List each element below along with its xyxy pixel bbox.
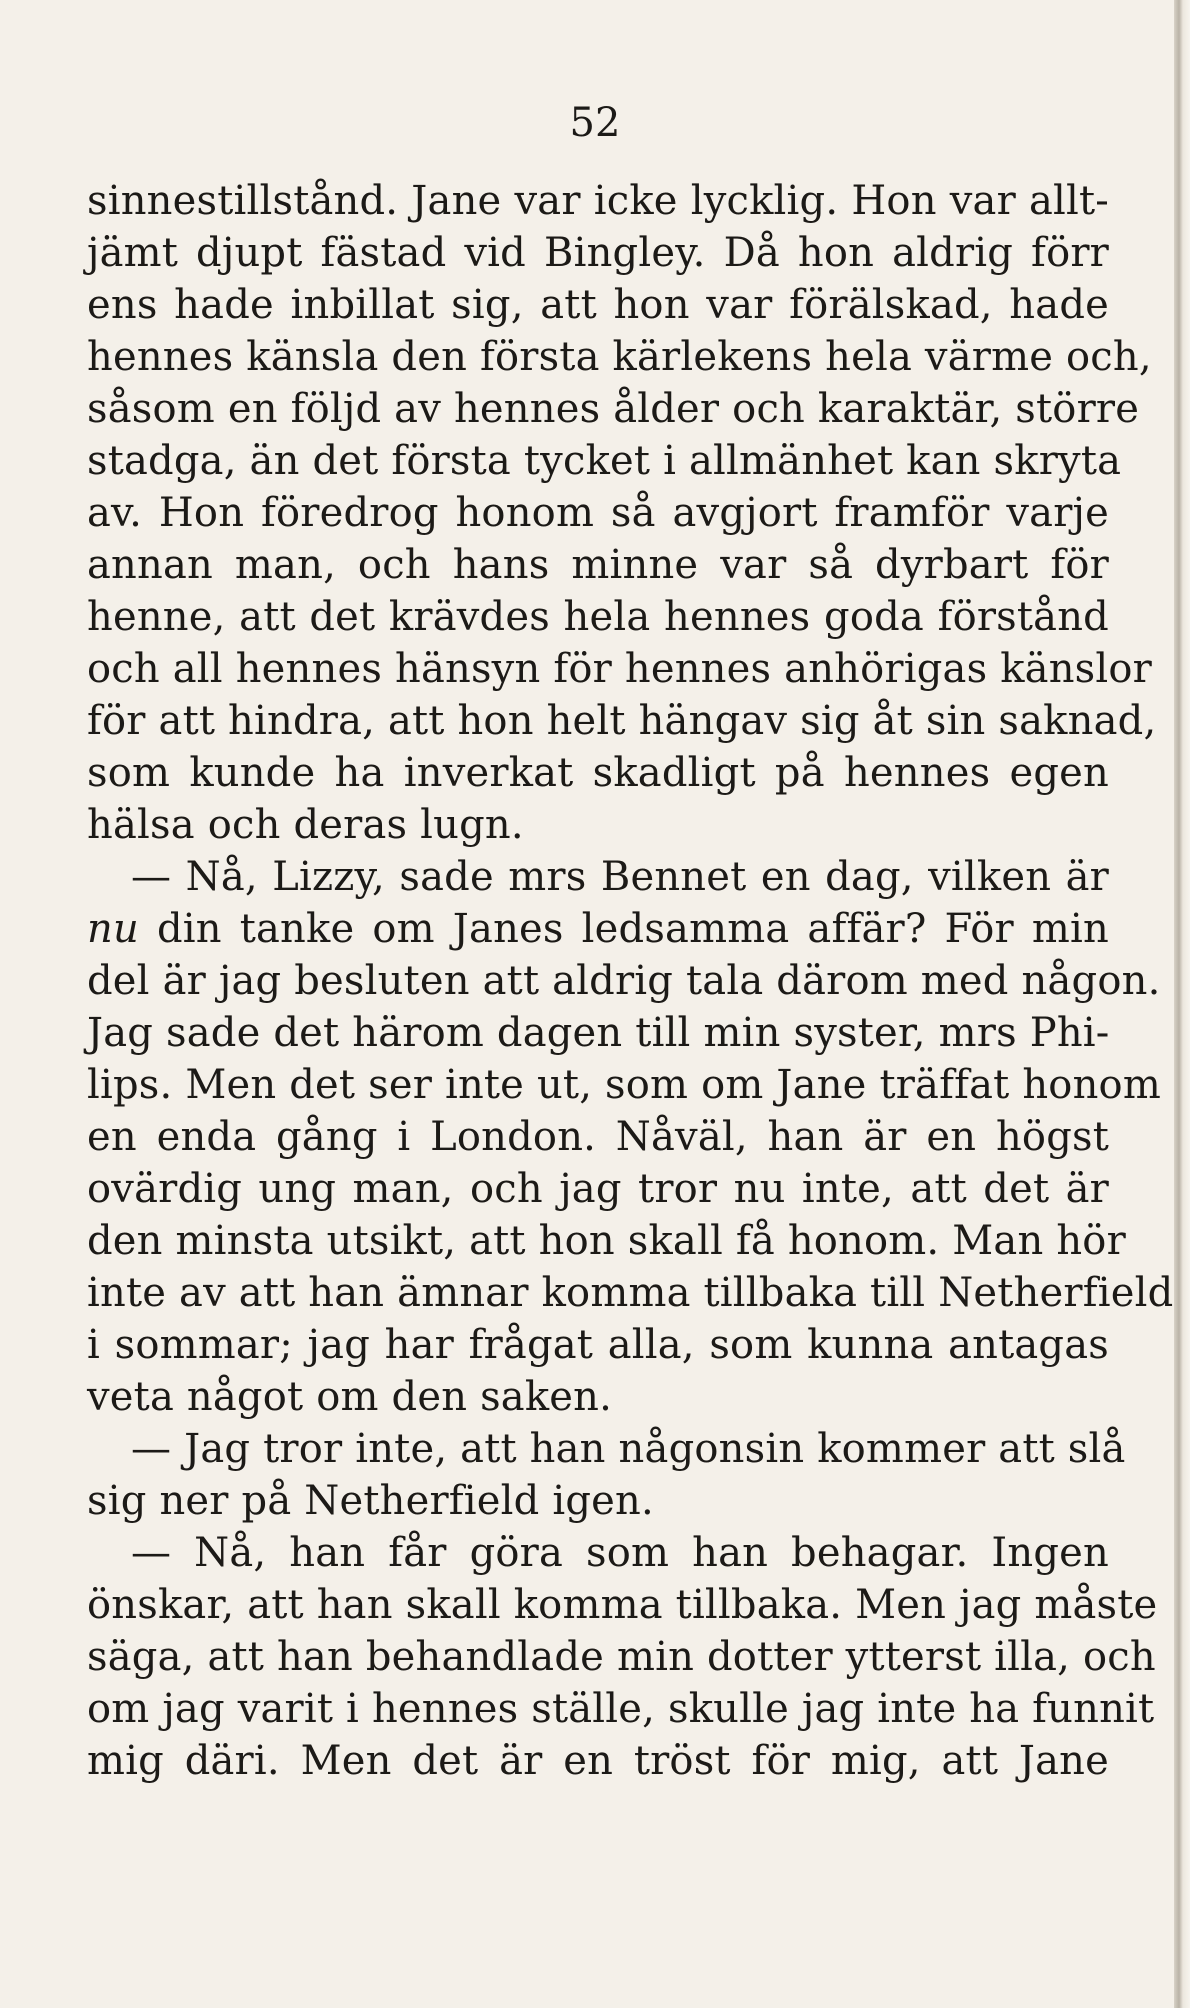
- text-line: hälsa och deras lugn.: [87, 802, 524, 848]
- text-line: — Jag tror inte, att han någonsin kommer att slå: [131, 1426, 1126, 1472]
- body-text: [87, 175, 1174, 1787]
- text-line-rest: din tanke om Janes ledsamma affär? För min: [138, 906, 1109, 952]
- text-line: inte av att han ämnar komma tillbaka till Netherfield: [87, 1270, 1174, 1316]
- text-line: och all hennes hänsyn för hennes anhörigas känslor: [87, 646, 1152, 692]
- text-line: önskar, att han skall komma tillbaka. Men jag måste: [87, 1582, 1158, 1628]
- text-line: av. Hon föredrog honom så avgjort framför varje: [87, 490, 1109, 536]
- text-line: den minsta utsikt, att hon skall få honom. Man hör: [87, 1218, 1126, 1264]
- text-line: som kunde ha inverkat skadligt på hennes egen: [87, 750, 1109, 796]
- text-line: lips. Men det ser inte ut, som om Jane träffat honom: [87, 1062, 1161, 1108]
- text-line: ovärdig ung man, och jag tror nu inte, att det är: [87, 1166, 1109, 1212]
- text-line: Jag sade det härom dagen till min syster, mrs Phi-: [87, 1010, 1110, 1056]
- page-edge: [1174, 0, 1190, 2008]
- text-line: såsom en följd av hennes ålder och karaktär, större: [87, 386, 1140, 432]
- text-line: mig däri. Men det är en tröst för mig, att Jane: [87, 1738, 1109, 1784]
- text-line: sinnestillstånd. Jane var icke lycklig. Hon var allt-: [87, 178, 1109, 224]
- text-line: henne, att det krävdes hela hennes goda förstånd: [87, 594, 1109, 640]
- text-line: om jag varit i hennes ställe, skulle jag inte ha funnit: [87, 1686, 1155, 1732]
- text-line: hennes känsla den första kärlekens hela värme och,: [87, 334, 1152, 380]
- text-line: [87, 903, 1109, 955]
- text-line: annan man, och hans minne var så dyrbart för: [87, 542, 1109, 588]
- text-line: del är jag besluten att aldrig tala därom med någon.: [87, 958, 1161, 1004]
- text-line: ens hade inbillat sig, att hon var förälskad, hade: [87, 282, 1109, 328]
- text-line: — Nå, han får göra som han behagar. Ingen: [131, 1530, 1109, 1576]
- text-line: jämt djupt fästad vid Bingley. Då hon aldrig förr: [87, 230, 1109, 276]
- text-line: en enda gång i London. Nåväl, han är en högst: [87, 1114, 1109, 1160]
- italic-word: nu: [87, 906, 139, 952]
- text-line: säga, att han behandlade min dotter ytterst illa, och: [87, 1634, 1156, 1680]
- text-line: stadga, än det första tycket i allmänhet kan skryta: [87, 438, 1122, 484]
- text-line: i sommar; jag har frågat alla, som kunna antagas: [87, 1322, 1109, 1368]
- text-line: veta något om den saken.: [87, 1374, 613, 1420]
- page-number: 52: [569, 100, 621, 146]
- text-line: — Nå, Lizzy, sade mrs Bennet en dag, vilken är: [131, 854, 1109, 900]
- text-line: sig ner på Netherfield igen.: [87, 1478, 654, 1524]
- text-line: för att hindra, att hon helt hängav sig åt sin saknad,: [87, 698, 1157, 744]
